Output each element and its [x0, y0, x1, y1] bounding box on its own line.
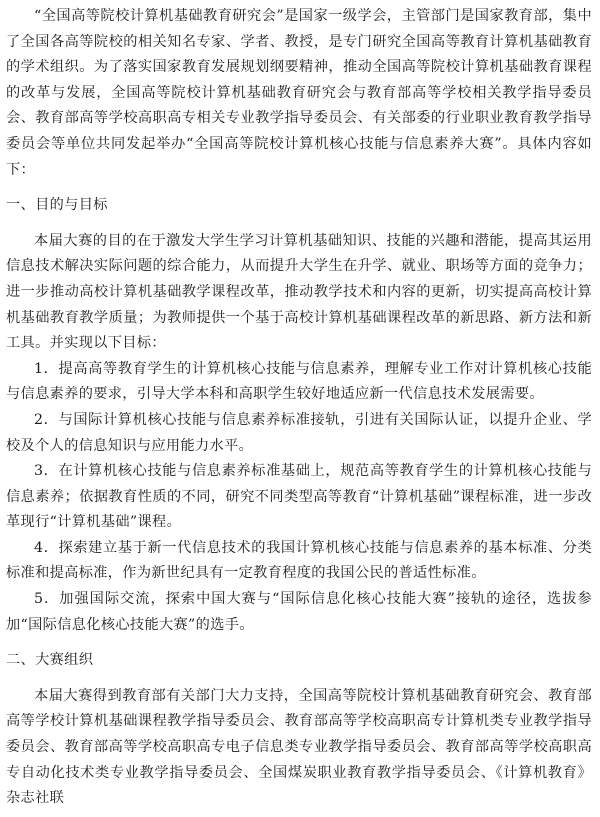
goal-item-1: 1．提高高等教育学生的计算机核心技能与信息素养，理解专业工作对计算机核心技能与信息素养的要求，引导大学本科和高职学生较好地适应新一代信息技术发展需要。 [6, 360, 592, 403]
section-heading-organization: 二、大赛组织 [6, 652, 94, 669]
goal-item-3: 3．在计算机核心技能与信息素养标准基础上，规范高等教育学生的计算机核心技能与信息素养；依据教育性质的不同，研究不同类型高等教育“计算机基础”课程标准，进一步改革现行“计算机基础”课程。 [6, 463, 592, 531]
document-body [6, 4, 592, 812]
organization-paragraph: 本届大赛得到教育部有关部门大力支持，全国高等院校计算机基础教育研究会、教育部高等学校计算机基础课程教学指导委员会、教育部高等学校高职高专计算机类专业教学指导委员会、教育部高等学校高职高专电子信息类专业教学指导委员会、教育部高等学校高职高专自动化技术类专业教学指导委员会、全国煤炭职业教育教学指导委员会、《计算机教育》杂志社联 [6, 687, 592, 807]
intro-paragraph: “全国高等院校计算机基础教育研究会”是国家一级学会，主管部门是国家教育部，集中了全国各高等院校的相关知名专家、学者、教授，是专门研究全国高等教育计算机基础教育的学术组织。为了落实国家教育发展规划纲要精神，推动全国高等院校计算机基础教育课程的改革与发展，全国高等院校计算机基础教育研究会与教育部高等学校相关教学指导委员会、教育部高等学校高职高专相关专业教学指导委员会、有关部委的行业职业教育教学指导委员会等单位共同发起举办“全国高等院校计算机核心技能与信息素养大赛”。具体内容如下： [6, 8, 592, 178]
goal-item-2: 2．与国际计算机核心技能与信息素养标准接轨，引进有关国际认证，以提升企业、学校及个人的信息知识与应用能力水平。 [6, 411, 592, 454]
section-heading-goals: 一、目的与目标 [6, 197, 108, 214]
goal-item-5: 5．加强国际交流，探索中国大赛与“国际信息化核心技能大赛”接轨的途径，选拔参加“国际信息化核心技能大赛”的选手。 [6, 591, 592, 633]
goals-paragraph: 本届大赛的目的在于激发大学生学习计算机基础知识、技能的兴趣和潜能，提高其运用信息技术解决实际问题的综合能力，从而提升大学生在升学、就业、职场等方面的竞争力；进一步推动高校计算机基础教学课程改革，推动教学技术和内容的更新，切实提高高校计算机基础教育教学质量；为教师提供一个基于高校计算机基础课程改革的新思路、新方法和新工具。并实现以下目标： [6, 232, 592, 352]
goal-item-4: 4．探索建立基于新一代信息技术的我国计算机核心技能与信息素养的基本标准、分类标准和提高标准，作为新世纪具有一定教育程度的我国公民的普适性标准。 [6, 539, 592, 582]
